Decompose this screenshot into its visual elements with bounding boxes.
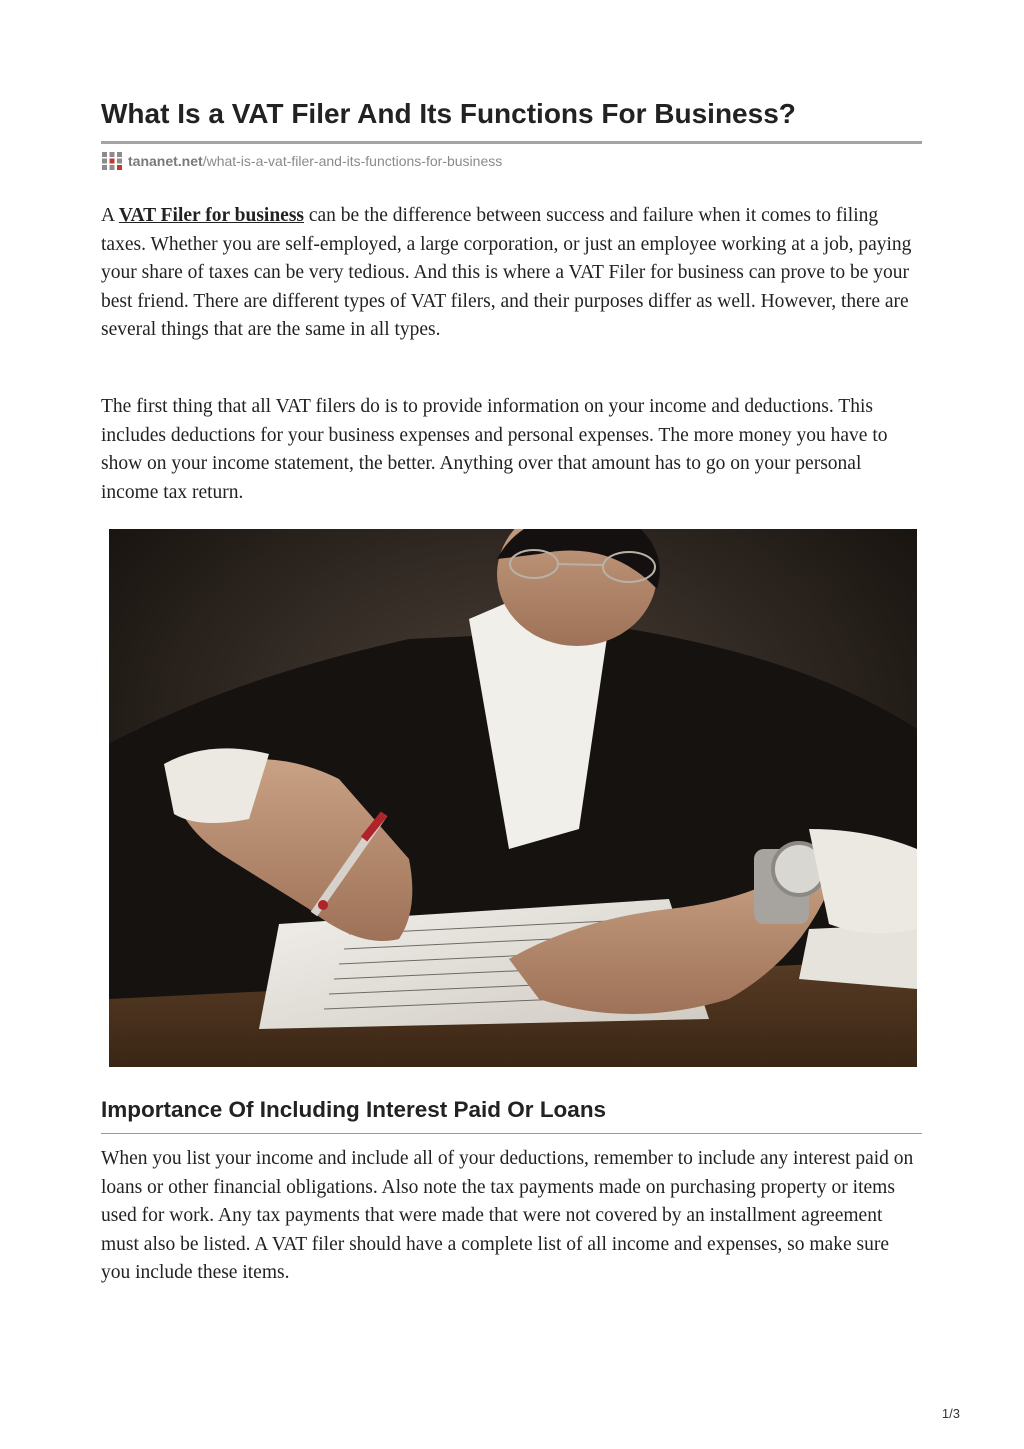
paragraph-deductions: The first thing that all VAT filers do is to provide information on your income and deductions. This includes deductions for your business expenses and personal expenses. The more money you have to show on your income statement, the better. Anything over that amount has to go on your personal income tax return.	[101, 396, 888, 503]
article-photo	[109, 529, 917, 1067]
paragraph-intro-rest: can be the difference between success and failure when it comes to filing taxes. Whether you are self-employed, a large corporation, or just an employee working at a job, paying your share of taxes can be very tedious. And this is where a VAT Filer for business can prove to be your best friend. There are different types of VAT filers, and their purposes differ as well. However, there are several things that are the same in all types.	[101, 205, 912, 340]
source-line	[101, 151, 502, 171]
section-heading-divider	[101, 1133, 922, 1134]
title-divider	[101, 141, 922, 144]
article-title: What Is a VAT Filer And Its Functions For Business?	[101, 98, 796, 129]
page-number: 1/3	[941, 1406, 960, 1421]
source-domain: tananet.net	[128, 153, 203, 169]
paragraph-intro	[101, 202, 923, 345]
section-heading-interest: Importance Of Including Interest Paid Or Loans	[101, 1097, 607, 1122]
paragraph-interest: When you list your income and include all of your deductions, remember to include any interest paid on loans or other financial obligations. Also note the tax payments made on purchasing property or items used for work. Any tax payments that were made that were not covered by an installment agreement must also be listed. A VAT filer should have a complete list of all income and expenses, so make sure you include these items.	[101, 1148, 914, 1283]
tananet-logo-icon	[101, 151, 123, 171]
source-path: /what-is-a-vat-filer-and-its-functions-for-business	[202, 153, 503, 169]
vat-filer-link[interactable]: VAT Filer for business	[118, 205, 304, 226]
paragraph-intro-lead: A	[101, 205, 119, 226]
